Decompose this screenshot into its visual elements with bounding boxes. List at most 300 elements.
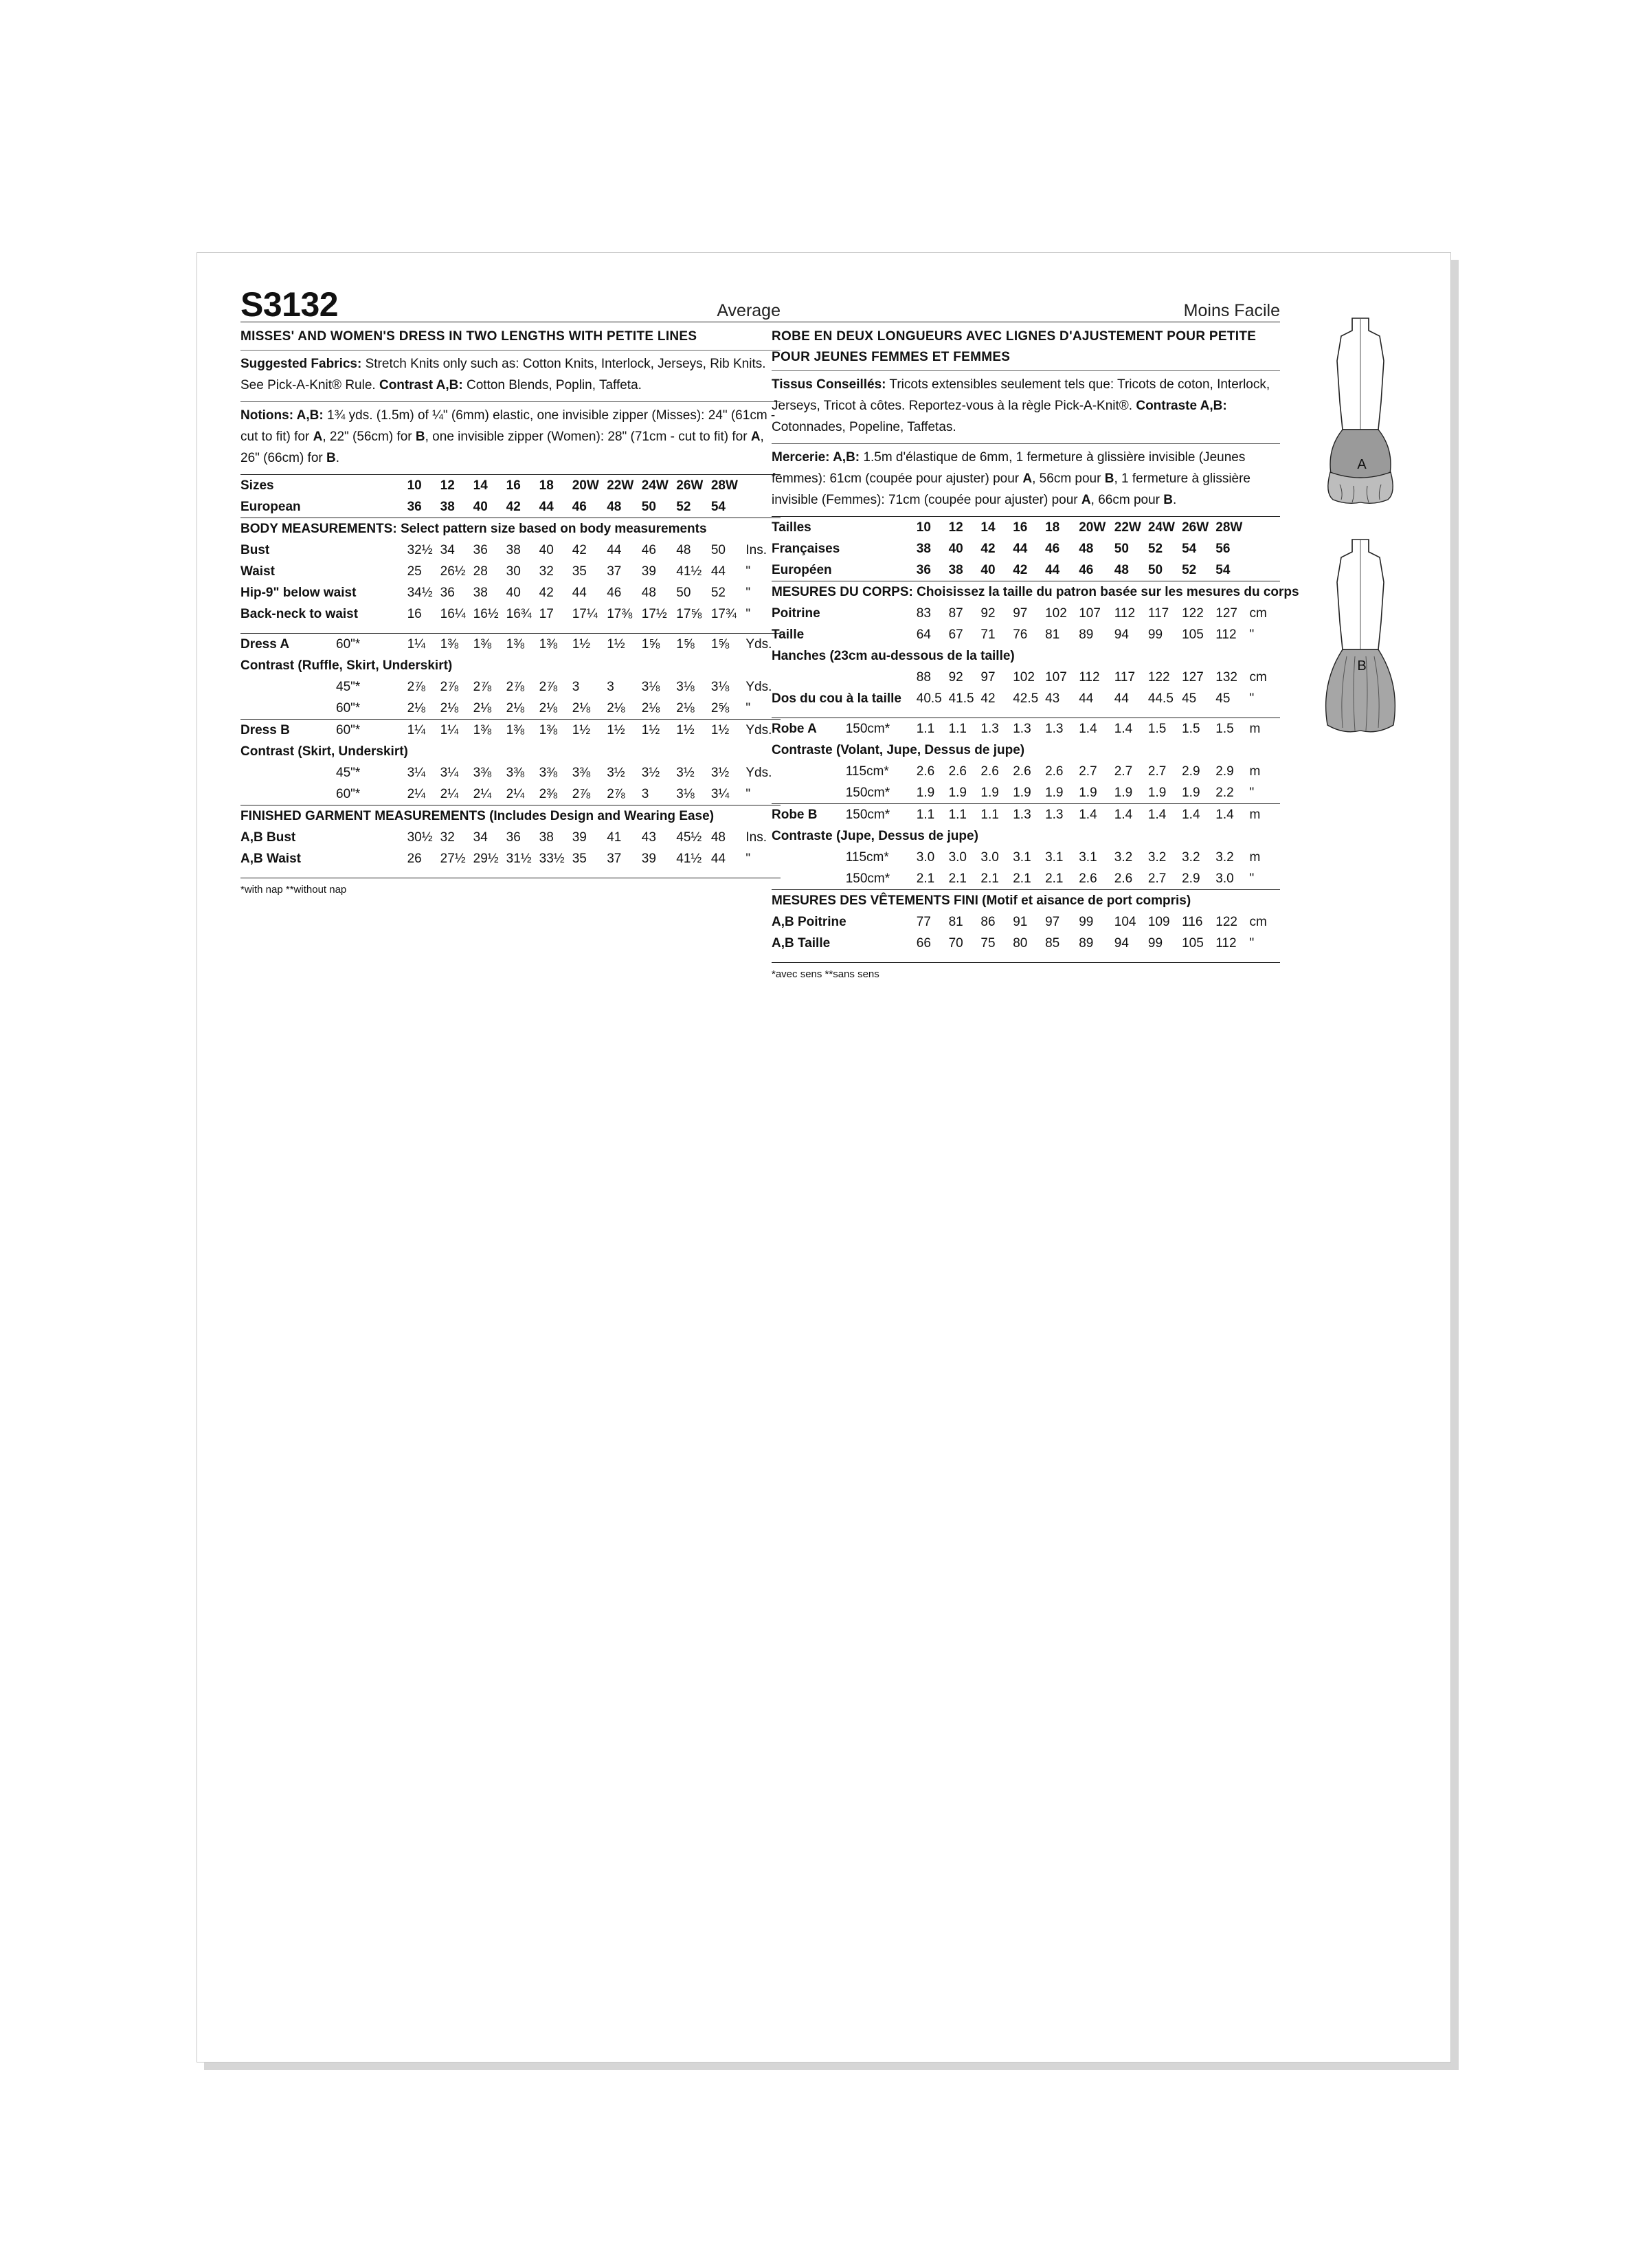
table-cell: 18 bbox=[1045, 517, 1079, 539]
row-sub-label bbox=[846, 933, 917, 954]
table-cell: 88 bbox=[916, 670, 931, 685]
table-row bbox=[772, 688, 1280, 709]
table-cell: 105 bbox=[1182, 936, 1204, 950]
table-cell: 1.1 bbox=[980, 804, 1013, 826]
table-cell: 1½ bbox=[642, 720, 677, 742]
table-cell: 48 bbox=[1114, 563, 1129, 577]
table-cell: 48 bbox=[607, 500, 622, 514]
table-cell: 22W bbox=[1114, 517, 1148, 539]
notions-text: , 1 fermeture à glissière invisible (Femmes): 71cm (coupée pour ajuster) pour bbox=[772, 471, 1250, 507]
table-cell: 1¼ bbox=[407, 634, 440, 656]
table-cell: 37 bbox=[607, 564, 622, 579]
table-cell: 43 bbox=[1045, 691, 1060, 706]
table-cell: 32 bbox=[440, 830, 455, 845]
table-cell: 1.5 bbox=[1148, 718, 1182, 740]
table-cell: 2.9 bbox=[1182, 871, 1200, 886]
table-row bbox=[772, 624, 1280, 645]
table-cell: 3¼ bbox=[407, 766, 426, 780]
table-cell: 22W bbox=[607, 475, 642, 497]
table-cell: 10 bbox=[917, 517, 949, 539]
table-cell: Ins. bbox=[745, 830, 767, 845]
table-cell: 2.6 bbox=[1079, 871, 1097, 886]
table-cell: 2⅛ bbox=[440, 701, 459, 715]
sub-heading: Contraste (Volant, Jupe, Dessus de jupe) bbox=[772, 743, 1025, 757]
table-row bbox=[240, 783, 781, 805]
table-cell: 97 bbox=[980, 670, 996, 685]
sub-heading-row bbox=[240, 655, 781, 676]
view-ref: A bbox=[1022, 471, 1033, 486]
table-cell: 3⅛ bbox=[676, 787, 695, 801]
table-cell: 117 bbox=[1114, 670, 1136, 685]
table-cell: 16 bbox=[407, 607, 422, 621]
table-cell: 112 bbox=[1215, 627, 1237, 642]
table-cell: 1.9 bbox=[1114, 786, 1133, 800]
table-row bbox=[772, 804, 1280, 826]
table-cell: 2.6 bbox=[948, 764, 967, 779]
table-cell: 39 bbox=[641, 564, 656, 579]
row-sub-label bbox=[336, 475, 407, 497]
table-row bbox=[240, 582, 781, 603]
table-cell: 3⅛ bbox=[710, 680, 730, 694]
english-column bbox=[240, 285, 781, 898]
table-cell: 1.4 bbox=[1148, 804, 1182, 826]
table-cell: 26 bbox=[407, 852, 422, 866]
table-cell: 97 bbox=[1013, 606, 1028, 621]
table-cell: 67 bbox=[948, 627, 963, 642]
table-cell: 52 bbox=[676, 500, 691, 514]
table-cell: 3.2 bbox=[1182, 850, 1200, 865]
table-cell: 25 bbox=[407, 564, 422, 579]
table-cell: 36 bbox=[916, 563, 931, 577]
table-cell: 1½ bbox=[607, 634, 642, 656]
table-cell: 89 bbox=[1079, 936, 1094, 950]
notions-text: . bbox=[335, 451, 340, 465]
table-cell: 48 bbox=[676, 543, 691, 557]
row-label: European bbox=[240, 500, 301, 514]
table-cell: 38 bbox=[948, 563, 963, 577]
notions-text: , 22" (56cm) for bbox=[322, 430, 416, 444]
table-row bbox=[772, 933, 1280, 954]
view-label-a: A bbox=[1357, 457, 1367, 472]
table-cell: 38 bbox=[916, 542, 931, 556]
table-cell: 41½ bbox=[676, 852, 702, 866]
dress-view-b-sketch bbox=[1326, 540, 1395, 732]
table-cell: 81 bbox=[1045, 627, 1060, 642]
english-header bbox=[240, 285, 781, 324]
table-cell: 26W bbox=[676, 475, 711, 497]
table-cell: m bbox=[1249, 718, 1280, 740]
table-cell: 1.3 bbox=[980, 718, 1013, 740]
table-cell: 97 bbox=[1045, 915, 1060, 929]
table-cell: 2.1 bbox=[916, 871, 935, 886]
table-cell: 2.6 bbox=[1013, 764, 1031, 779]
table-cell: 40 bbox=[473, 500, 488, 514]
table-cell: 50 bbox=[641, 500, 656, 514]
table-cell: Yds. bbox=[745, 766, 772, 780]
table-cell: " bbox=[1249, 691, 1255, 706]
table-cell: 3 bbox=[607, 680, 614, 694]
table-cell: 44 bbox=[1079, 691, 1094, 706]
row-sub-label bbox=[336, 540, 407, 561]
notions-label: Mercerie: A,B: bbox=[772, 450, 860, 465]
table-cell: 1.3 bbox=[1013, 718, 1045, 740]
table-cell: 28 bbox=[473, 564, 488, 579]
notions-text: , 66cm pour bbox=[1090, 493, 1164, 507]
table-cell: 77 bbox=[916, 915, 931, 929]
table-cell: 18 bbox=[539, 475, 572, 497]
table-cell: 46 bbox=[1079, 563, 1094, 577]
row-sub-label bbox=[336, 848, 407, 869]
table-cell: 2⅞ bbox=[607, 787, 625, 801]
table-cell: 112 bbox=[1215, 936, 1237, 950]
table-cell: 2⅛ bbox=[407, 701, 426, 715]
table-cell: 75 bbox=[980, 936, 996, 950]
table-cell: 54 bbox=[1215, 563, 1231, 577]
table-cell: 3.0 bbox=[1215, 871, 1234, 886]
table-cell: 14 bbox=[473, 475, 506, 497]
row-label bbox=[240, 698, 336, 720]
notions-label: Notions: A,B: bbox=[240, 408, 324, 423]
row-label: A,B Taille bbox=[772, 936, 831, 950]
table-cell: 17½ bbox=[641, 607, 667, 621]
table-cell: 41 bbox=[607, 830, 622, 845]
notions-text: , one invisible zipper (Women): 28" (71cm - cut to fit) for bbox=[425, 430, 751, 444]
table-cell: 2⅛ bbox=[539, 701, 558, 715]
table-cell: 83 bbox=[916, 606, 931, 621]
table-cell: 1¼ bbox=[440, 720, 473, 742]
table-cell: 2.2 bbox=[1215, 786, 1234, 800]
table-cell: 2.6 bbox=[980, 764, 999, 779]
table-cell: 3⅛ bbox=[641, 680, 660, 694]
row-label: A,B Waist bbox=[240, 852, 301, 866]
table-cell: 109 bbox=[1147, 915, 1170, 929]
row-label: Robe A bbox=[772, 718, 846, 740]
table-cell: m bbox=[1249, 850, 1261, 865]
row-label bbox=[772, 782, 846, 804]
row-label: A,B Bust bbox=[240, 830, 296, 845]
notions-text: 1.5m d'élastique de 6mm, 1 fermeture à glissière invisible (Jeunes femmes): 61cm (coupée pour ajuster) pour bbox=[772, 450, 1246, 486]
table-cell: 80 bbox=[1013, 936, 1028, 950]
table-cell: 24W bbox=[642, 475, 677, 497]
notions-text: , 26" (66cm) for bbox=[240, 430, 764, 465]
row-sub-label bbox=[336, 561, 407, 582]
table-cell: " bbox=[745, 586, 751, 600]
table-cell: 2.1 bbox=[948, 871, 967, 886]
difficulty-fr: Moins Facile bbox=[1183, 301, 1280, 320]
table-cell: 42 bbox=[1013, 563, 1028, 577]
notions-text: 1¾ yds. (1.5m) of ¼" (6mm) elastic, one invisible zipper (Misses): 24" (61cm - cut to fit) for bbox=[240, 408, 776, 444]
table-cell: " bbox=[745, 701, 751, 715]
table-cell: 3½ bbox=[641, 766, 660, 780]
row-label: Waist bbox=[240, 564, 275, 579]
table-cell: 91 bbox=[1013, 915, 1028, 929]
table-cell: 94 bbox=[1114, 627, 1129, 642]
table-cell: 1⅝ bbox=[711, 634, 746, 656]
table-cell: 45 bbox=[1182, 691, 1197, 706]
table-cell: 27½ bbox=[440, 852, 466, 866]
row-sub-label: 60"* bbox=[336, 634, 407, 656]
table-cell: 3 bbox=[572, 680, 580, 694]
table-cell: 1.9 bbox=[1147, 786, 1167, 800]
table-cell: 3⅜ bbox=[539, 766, 558, 780]
row-label bbox=[240, 762, 336, 783]
sub-heading-row bbox=[772, 645, 1280, 667]
table-cell: 45 bbox=[1215, 691, 1231, 706]
row-sub-label: 150cm* bbox=[845, 871, 890, 886]
row-label: Tailles bbox=[772, 517, 846, 539]
table-cell: 2.9 bbox=[1215, 764, 1234, 779]
table-cell: 66 bbox=[916, 936, 931, 950]
footnote-fr: *avec sens **sans sens bbox=[772, 968, 879, 980]
table-cell: 12 bbox=[440, 475, 473, 497]
table-cell: 105 bbox=[1182, 627, 1204, 642]
table-cell: 2⅛ bbox=[572, 701, 591, 715]
sub-heading: Hanches (23cm au-dessous de la taille) bbox=[772, 649, 1015, 663]
table-cell: 52 bbox=[710, 586, 726, 600]
row-label bbox=[772, 868, 846, 890]
table-cell: 17 bbox=[539, 607, 554, 621]
table-cell: Yds. bbox=[745, 720, 781, 742]
table-row bbox=[772, 911, 1280, 933]
table-cell: 1.4 bbox=[1215, 804, 1249, 826]
table-cell: 1.5 bbox=[1182, 718, 1215, 740]
table-row bbox=[240, 848, 781, 869]
table-cell: 29½ bbox=[473, 852, 499, 866]
notions-text: , 56cm pour bbox=[1032, 471, 1105, 486]
table-cell: " bbox=[1249, 627, 1255, 642]
table-cell: 40.5 bbox=[916, 691, 942, 706]
table-cell: 38 bbox=[440, 500, 455, 514]
row-sub-label bbox=[846, 538, 917, 559]
table-cell: 42 bbox=[506, 500, 521, 514]
table-cell: 1.3 bbox=[1045, 718, 1079, 740]
table-cell: 1.9 bbox=[1045, 786, 1064, 800]
table-cell: 44 bbox=[607, 543, 622, 557]
table-row bbox=[772, 782, 1280, 804]
row-label: Robe B bbox=[772, 804, 846, 826]
table-cell: 1⅜ bbox=[473, 720, 506, 742]
spacer bbox=[772, 709, 1280, 718]
table-cell: 1½ bbox=[572, 634, 607, 656]
table-cell: 38 bbox=[539, 830, 554, 845]
table-cell bbox=[1249, 538, 1280, 559]
row-label: Bust bbox=[240, 543, 270, 557]
table-cell: 99 bbox=[1147, 936, 1163, 950]
table-cell: 32 bbox=[539, 564, 554, 579]
table-cell: 48 bbox=[641, 586, 656, 600]
table-cell: 122 bbox=[1182, 606, 1204, 621]
row-label: Sizes bbox=[240, 475, 336, 497]
table-cell: 42 bbox=[980, 542, 996, 556]
view-ref: A bbox=[313, 430, 323, 444]
size-table-en bbox=[240, 474, 781, 869]
row-label: Dos du cou à la taille bbox=[772, 691, 901, 706]
table-row bbox=[240, 762, 781, 783]
table-cell: 1½ bbox=[711, 720, 746, 742]
table-cell: " bbox=[745, 564, 751, 579]
table-cell: 1.5 bbox=[1215, 718, 1249, 740]
table-cell: 33½ bbox=[539, 852, 565, 866]
table-cell: 1⅜ bbox=[539, 634, 572, 656]
table-cell: 1⅜ bbox=[506, 634, 539, 656]
table-cell: 2.7 bbox=[1147, 871, 1167, 886]
table-cell: 2¼ bbox=[440, 787, 459, 801]
table-cell: 42 bbox=[539, 586, 554, 600]
row-sub-label: 45"* bbox=[336, 766, 361, 780]
table-cell: 3.2 bbox=[1114, 850, 1133, 865]
row-sub-label: 60"* bbox=[336, 720, 407, 742]
table-cell: 92 bbox=[948, 670, 963, 685]
table-cell: " bbox=[1249, 936, 1255, 950]
row-label bbox=[772, 847, 846, 868]
table-cell: 94 bbox=[1114, 936, 1129, 950]
table-cell: 1.1 bbox=[949, 804, 981, 826]
table-cell: 44 bbox=[1045, 563, 1060, 577]
body-measurements-heading: BODY MEASUREMENTS: Select pattern size based on body measurements bbox=[240, 518, 781, 540]
table-cell: 3¼ bbox=[710, 787, 730, 801]
row-sub-label bbox=[336, 496, 407, 518]
pattern-code: S3132 bbox=[240, 285, 339, 324]
fabrics-label: Tissus Conseillés: bbox=[772, 377, 886, 392]
row-label: Dress A bbox=[240, 634, 336, 656]
table-cell: 107 bbox=[1079, 606, 1101, 621]
table-cell: 16½ bbox=[473, 607, 499, 621]
finished-heading-row bbox=[772, 890, 1280, 912]
table-cell: 42 bbox=[980, 691, 996, 706]
table-cell: 35 bbox=[572, 852, 587, 866]
table-cell: 2⅛ bbox=[506, 701, 525, 715]
table-cell: 3.0 bbox=[916, 850, 935, 865]
table-cell: cm bbox=[1249, 606, 1267, 621]
spacer bbox=[240, 625, 781, 634]
table-cell: 20W bbox=[572, 475, 607, 497]
table-cell: 3⅜ bbox=[506, 766, 525, 780]
row-sub-label bbox=[846, 603, 917, 624]
difficulty-en: Average bbox=[717, 301, 781, 320]
contrast-text: Cotton Blends, Poplin, Taffeta. bbox=[462, 378, 642, 392]
table-cell: 70 bbox=[948, 936, 963, 950]
row-sub-label: 115cm* bbox=[845, 764, 889, 779]
table-cell: 2.9 bbox=[1182, 764, 1200, 779]
table-cell: 1.4 bbox=[1079, 718, 1114, 740]
table-cell: 44 bbox=[539, 500, 554, 514]
table-cell: 1½ bbox=[676, 720, 711, 742]
sub-heading: Contrast (Skirt, Underskirt) bbox=[240, 744, 408, 759]
table-cell: 1½ bbox=[572, 720, 607, 742]
spacer-row bbox=[772, 709, 1280, 718]
row-sub-label bbox=[846, 559, 917, 581]
table-cell: Yds. bbox=[745, 634, 781, 656]
table-cell: 64 bbox=[916, 627, 931, 642]
row-label: Dress B bbox=[240, 720, 336, 742]
table-cell: 40 bbox=[506, 586, 521, 600]
table-cell: 116 bbox=[1182, 915, 1203, 929]
table-cell: 81 bbox=[948, 915, 963, 929]
table-row bbox=[240, 827, 781, 848]
row-label: Françaises bbox=[772, 542, 840, 556]
size-table-fr bbox=[772, 516, 1299, 954]
notions-fr bbox=[772, 444, 1280, 516]
table-cell: 1¼ bbox=[407, 720, 440, 742]
row-label: Poitrine bbox=[772, 606, 820, 621]
table-cell: 28W bbox=[1215, 517, 1249, 539]
table-cell: cm bbox=[1249, 670, 1267, 685]
table-cell: 45½ bbox=[676, 830, 702, 845]
table-cell: 26W bbox=[1182, 517, 1215, 539]
table-cell: 38 bbox=[506, 543, 521, 557]
sub-heading-row bbox=[240, 741, 781, 762]
table-cell: 1.4 bbox=[1114, 804, 1148, 826]
table-cell: 132 bbox=[1215, 670, 1237, 685]
table-cell: 36 bbox=[407, 500, 422, 514]
table-cell: 1.3 bbox=[1013, 804, 1045, 826]
table-cell: 2¼ bbox=[473, 787, 492, 801]
table-cell: 1.1 bbox=[917, 718, 949, 740]
table-cell: " bbox=[745, 787, 751, 801]
table-cell: 2.7 bbox=[1147, 764, 1167, 779]
row-sub-label bbox=[846, 624, 917, 645]
table-cell: 1.9 bbox=[1079, 786, 1097, 800]
table-cell: 86 bbox=[980, 915, 996, 929]
table-cell: 76 bbox=[1013, 627, 1028, 642]
table-cell: 112 bbox=[1114, 606, 1136, 621]
table-cell: 1⅝ bbox=[676, 634, 711, 656]
footnote-en: *with nap **without nap bbox=[240, 884, 347, 896]
table-cell: 14 bbox=[980, 517, 1013, 539]
table-cell: 44 bbox=[572, 586, 587, 600]
view-ref: A bbox=[750, 430, 761, 444]
sizes-row bbox=[240, 475, 781, 497]
table-cell: 3.1 bbox=[1079, 850, 1097, 865]
table-cell: 42.5 bbox=[1013, 691, 1039, 706]
table-cell: 3⅜ bbox=[572, 766, 591, 780]
contrast-label: Contrast A,B: bbox=[379, 378, 463, 392]
table-cell: 17¼ bbox=[572, 607, 598, 621]
row-label: Européen bbox=[772, 563, 832, 577]
table-cell: 2⅞ bbox=[473, 680, 492, 694]
table-cell: m bbox=[1249, 804, 1280, 826]
table-cell: 1.1 bbox=[949, 718, 981, 740]
table-cell: 2⅞ bbox=[440, 680, 459, 694]
table-cell: 2⅞ bbox=[506, 680, 525, 694]
table-cell: 1.9 bbox=[1013, 786, 1031, 800]
table-row bbox=[772, 761, 1280, 782]
european-sizes-row bbox=[772, 559, 1280, 581]
table-cell: 37 bbox=[607, 852, 622, 866]
table-cell: 17⅝ bbox=[676, 607, 702, 621]
table-cell: 3.2 bbox=[1215, 850, 1234, 865]
table-cell: 3.2 bbox=[1147, 850, 1167, 865]
row-sub-label: 60"* bbox=[336, 787, 361, 801]
view-ref: B bbox=[415, 430, 425, 444]
table-row bbox=[240, 634, 781, 656]
body-heading-row bbox=[240, 518, 781, 540]
row-sub-label bbox=[336, 827, 407, 848]
contrast-text: Cotonnades, Popeline, Taffetas. bbox=[772, 420, 956, 434]
row-sub-label: 60"* bbox=[336, 701, 361, 715]
table-cell: 2.1 bbox=[1045, 871, 1064, 886]
table-cell: 2⅞ bbox=[539, 680, 558, 694]
french-column bbox=[772, 289, 1299, 982]
table-cell: 46 bbox=[641, 543, 656, 557]
notions-en bbox=[240, 402, 781, 474]
table-cell: 112 bbox=[1079, 670, 1100, 685]
table-cell: 2.1 bbox=[1013, 871, 1031, 886]
table-cell: 41.5 bbox=[948, 691, 974, 706]
table-cell: 1.4 bbox=[1079, 804, 1114, 826]
table-cell: 2⅛ bbox=[473, 701, 492, 715]
table-cell: 2.7 bbox=[1114, 764, 1133, 779]
